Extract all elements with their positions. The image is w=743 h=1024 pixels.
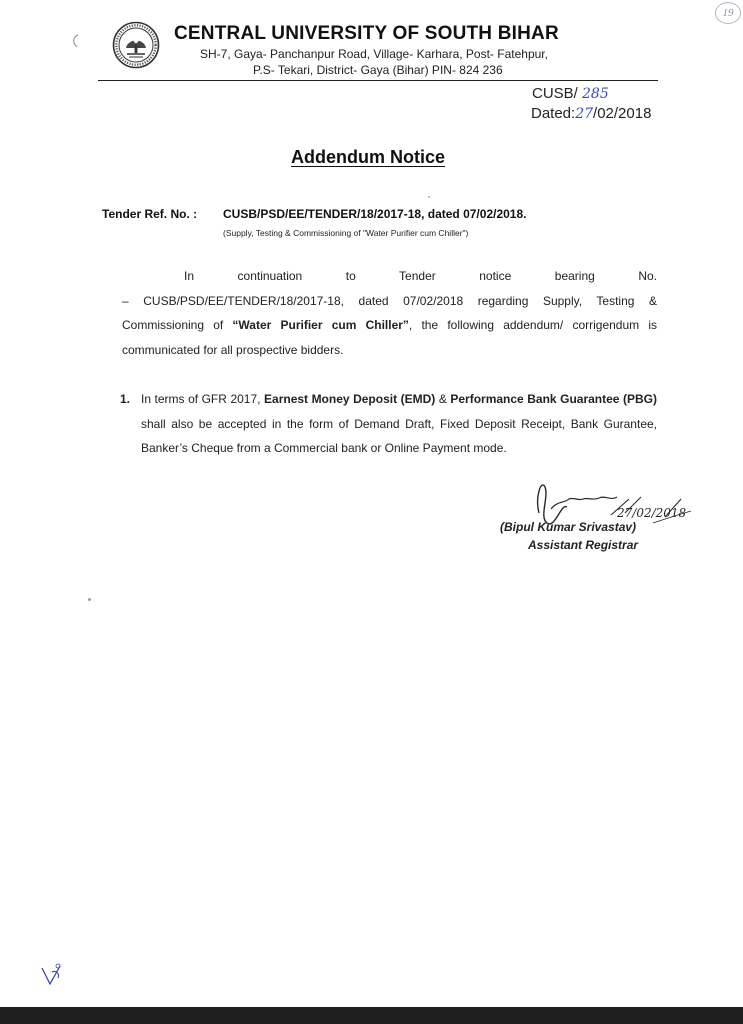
tender-subtitle: (Supply, Testing & Commissioning of "Water Purifier cum Chiller") [223, 228, 469, 238]
tender-ref-label: Tender Ref. No. : [102, 207, 198, 221]
address-line-2: P.S- Tekari, District- Gaya (Bihar) PIN- 824 236 [253, 63, 503, 77]
item-text-b: & [435, 392, 451, 406]
signature-handwritten-date: 27/02/2018 [617, 506, 687, 520]
tender-reference [102, 207, 662, 221]
body-paragraph [122, 264, 657, 362]
scan-speck [428, 196, 430, 198]
paragraph-line-1: In continuation to Tender notice bearing No. – [122, 269, 657, 308]
paragraph-text-a: CUSB/PSD/EE/TENDER/18/2017-18, dated 07/02/2018 regarding Supply, Testing & Commissioning of [122, 293, 657, 332]
date-handwritten-day: 27 [575, 106, 594, 122]
item-text-c: shall also be accepted in the form of Demand Draft, Fixed Deposit Receipt, Bank Gurantee, Banker’s Cheque from a Commercial bank or Online Payment mode. [141, 416, 657, 455]
signatory-designation: Assistant Registrar [528, 538, 639, 552]
list-item-number: 1. [120, 392, 131, 406]
page-number-marker [715, 2, 741, 24]
list-item [120, 387, 657, 461]
paragraph-bold-item: “Water Purifier cum Chiller” [232, 318, 409, 332]
scan-speck [88, 598, 91, 601]
tender-ref-value: CUSB/PSD/EE/TENDER/18/2017-18, dated 07/02/2018. [223, 207, 527, 221]
corner-scribble-mark [38, 962, 64, 988]
university-seal-icon [112, 21, 160, 69]
paragraph-text-b: , the following addendum/ corrigendum is communicated for all prospective bidders. [122, 318, 657, 357]
date-label: Dated: [531, 105, 576, 122]
header-divider [98, 80, 658, 81]
signatory-name: (Bipul Kumar Srivastav) [500, 520, 637, 534]
page-number-text: 19 [722, 7, 734, 19]
university-name: CENTRAL UNIVERSITY OF SOUTH BIHAR [174, 23, 559, 44]
reference-prefix: CUSB/ [532, 85, 578, 102]
reference-date [531, 105, 731, 122]
item-bold-emd: Earnest Money Deposit (EMD) [264, 392, 436, 406]
date-rest: /02/2018 [593, 105, 652, 122]
item-bold-pbg: Performance Bank Guarantee (PBG) [450, 392, 658, 406]
address-line-1: SH-7, Gaya- Panchanpur Road, Village- Karhara, Post- Fatehpur, [200, 47, 548, 61]
scan-mark [70, 34, 80, 48]
notice-title: Addendum Notice [291, 147, 446, 167]
scan-bottom-edge [0, 1007, 743, 1024]
reference-handwritten-number: 285 [582, 86, 609, 102]
list-item-body [141, 387, 657, 461]
item-text-a: In terms of GFR 2017, [141, 392, 265, 406]
reference-number [532, 85, 732, 102]
